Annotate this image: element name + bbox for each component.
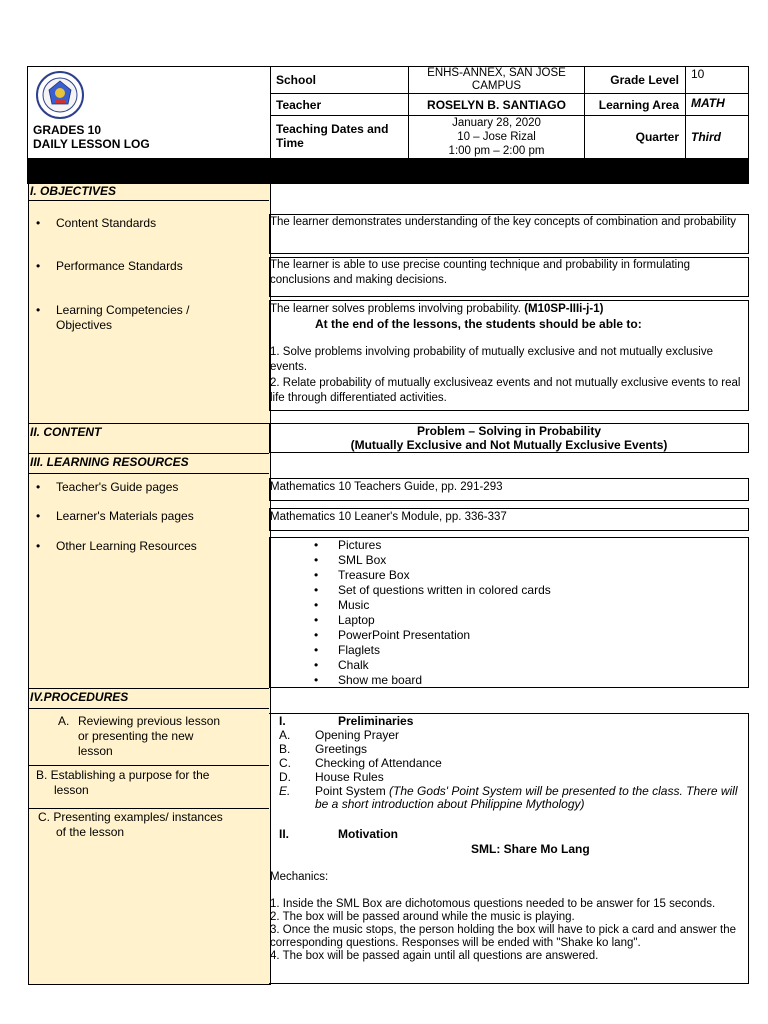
performance-standards-text: The learner is able to use precise counting technique and probability in formulating conclusions and making decisions. <box>270 259 691 286</box>
list-item: • Chalk <box>314 658 551 673</box>
quarter-label: Quarter <box>635 130 679 144</box>
grade-level-label: Grade Level <box>610 73 679 87</box>
procedure-a-label: A. Reviewing previous lesson or presenting the new lesson <box>58 714 221 758</box>
objective-1: 1. Solve problems involving probability of mutually exclusive and not mutually exclusive events. <box>270 346 713 373</box>
list-item: • SML Box <box>314 553 551 568</box>
objectives-heading: I. OBJECTIVES <box>30 184 117 198</box>
lm-pages-text: Mathematics 10 Leaner's Module, pp. 336-337 <box>270 511 507 523</box>
procedures-heading: IV.PROCEDURES <box>30 690 129 704</box>
procedure-c-label: C. Presenting examples/ instances of the lesson <box>38 810 223 839</box>
list-item: D. House Rules <box>279 770 384 784</box>
mechanics-label: Mechanics: <box>270 871 329 883</box>
motivation-title: Motivation <box>338 827 398 841</box>
teacher-label: Teacher <box>276 98 322 112</box>
other-resources-list <box>314 538 551 688</box>
preliminaries-num: I. <box>279 714 286 728</box>
list-item: 4. The box will be passed again until all questions are answered. <box>270 950 599 962</box>
dates-value: January 28, 2020 10 – Jose Rizal 1:00 pm – 2:00 pm <box>448 117 545 157</box>
content-standards-text: The learner demonstrates understanding of the key concepts of combination and probability <box>270 216 737 228</box>
resources-heading: III. LEARNING RESOURCES <box>30 455 189 469</box>
teacher-value: ROSELYN B. SANTIAGO <box>427 98 566 112</box>
list-item: • Flaglets <box>314 643 551 658</box>
mechanics-list <box>270 898 752 963</box>
preliminaries-title: Preliminaries <box>338 714 414 728</box>
school-value: ENHS-ANNEX, SAN JOSE CAMPUS <box>427 67 566 92</box>
list-item: • Set of questions written in colored cards <box>314 583 551 598</box>
list-item: • Treasure Box <box>314 568 551 583</box>
list-item: C. Checking of Attendance <box>279 756 442 770</box>
point-system-item: Point System (The Gods' Point System will be presented to the class. There will be a short introduction about Philippine Mythology) <box>315 784 738 811</box>
competencies-text: The learner solves problems involving probability. (M10SP-IIIi-j-1) <box>270 303 604 315</box>
point-system-marker: E. <box>279 784 291 798</box>
list-item: B. Greetings <box>279 742 368 756</box>
list-item: 2. The box will be passed around while the music is playing. <box>270 911 575 923</box>
list-item: 1. Inside the SML Box are dichotomous questions needed to be answer for 15 seconds. <box>270 898 716 910</box>
list-item: • Show me board <box>314 673 551 688</box>
content-topic: Problem – Solving in Probability (Mutually Exclusive and Not Mutually Exclusive Events) <box>350 424 668 452</box>
motivation-num: II. <box>279 827 290 841</box>
end-of-lesson-text: At the end of the lessons, the students should be able to: <box>315 317 642 331</box>
quarter-value: Third <box>691 130 721 144</box>
list-item: • Laptop <box>314 613 551 628</box>
deped-seal-logo <box>35 70 85 120</box>
preliminaries-list <box>279 728 442 785</box>
grades-title: GRADES 10 <box>33 123 102 137</box>
content-heading: II. CONTENT <box>30 425 102 439</box>
dates-label: Teaching Dates and Time <box>276 122 389 150</box>
list-item: 3. Once the music stops, the person holding the box will have to pick a card and answer the corresponding questions. Responses will be ended with "Shake ko lang". <box>270 924 737 949</box>
list-item: • Music <box>314 598 551 613</box>
learning-area-label: Learning Area <box>598 98 679 112</box>
school-label: School <box>276 73 317 87</box>
black-divider-bar <box>27 159 749 184</box>
list-item: • PowerPoint Presentation <box>314 628 551 643</box>
learning-area-value: MATH <box>691 96 725 110</box>
log-title: DAILY LESSON LOG <box>33 137 150 151</box>
grade-level-value: 10 <box>691 67 705 81</box>
procedure-b-label: B. Establishing a purpose for the lesson <box>36 768 210 797</box>
tg-pages-text: Mathematics 10 Teachers Guide, pp. 291-293 <box>270 481 503 493</box>
list-item: A. Opening Prayer <box>279 728 400 742</box>
objective-2: 2. Relate probability of mutually exclusiveaz events and not mutually exclusive events to real life through differentiated activities. <box>270 377 741 404</box>
list-item: • Pictures <box>314 538 551 553</box>
sml-title: SML: Share Mo Lang <box>471 842 590 856</box>
